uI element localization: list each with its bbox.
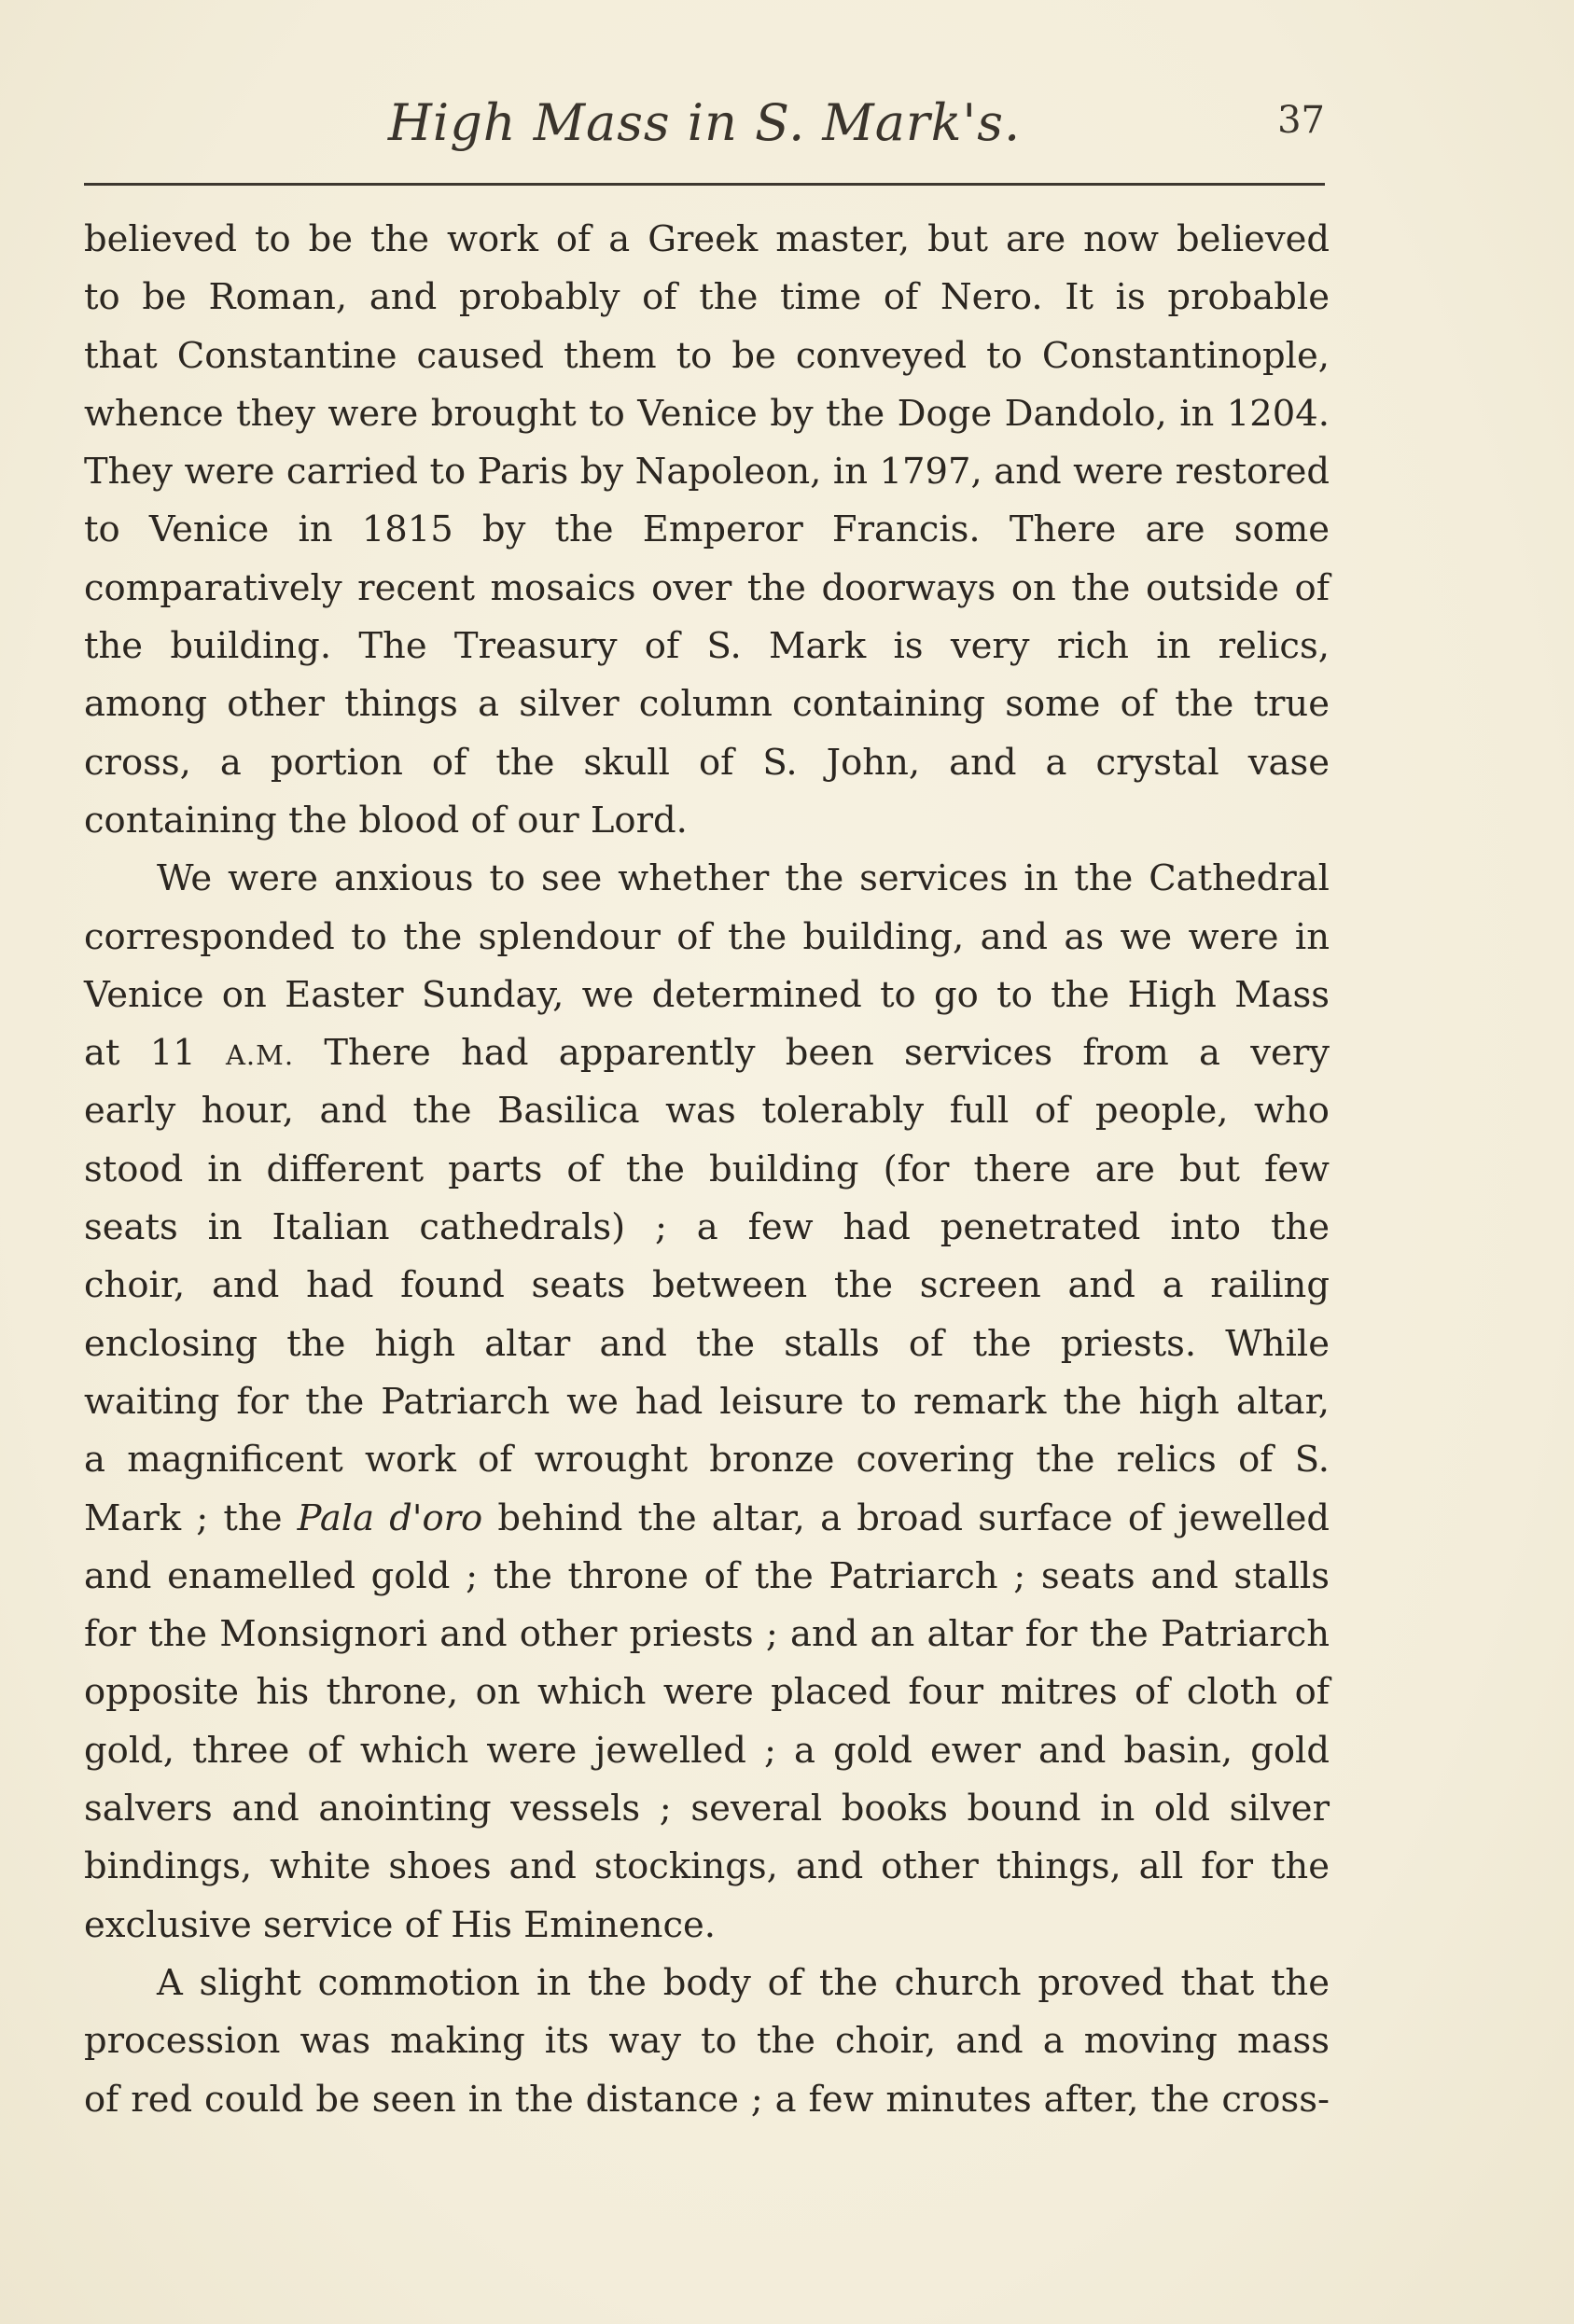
text-line: gold, three of which were jewelled ; a gold ewer and basin, gold [84, 1729, 1330, 1772]
text-line: and enamelled gold ; the throne of the Patriarch ; seats and stalls [84, 1554, 1330, 1597]
text-line: believed to be the work of a Greek master, but are now believed [84, 218, 1330, 260]
text-line: early hour, and the Basilica was tolerably full of people, who [84, 1090, 1330, 1133]
text-line: among other things a silver column containing some of the true [84, 683, 1330, 726]
text-line: procession was making its way to the choir, and a moving mass [84, 2020, 1330, 2063]
text-line: to be Roman, and probably of the time of Nero. It is probable [84, 276, 1330, 319]
paragraph-end-line: exclusive service of His Eminence. [84, 1903, 717, 1946]
paragraph-first-line: A slight commotion in the body of the church proved that the [157, 1961, 1330, 2004]
text-line: that Constantine caused them to be conveyed to Constantinople, [84, 334, 1330, 377]
text-line: cross, a portion of the skull of S. John, and a crystal vase [84, 741, 1330, 784]
text-line: for the Monsignori and other priests ; and an altar for the Patriarch [84, 1613, 1330, 1656]
text-line: Venice on Easter Sunday, we determined to go to the High Mass [84, 973, 1330, 1016]
text-line: the building. The Treasury of S. Mark is very rich in relics, [84, 625, 1330, 668]
text-line: They were carried to Paris by Napoleon, in 1797, and were restored [84, 451, 1330, 494]
text-line: choir, and had found seats between the screen and a railing [84, 1264, 1330, 1307]
text-fragment: at 11 [84, 1032, 196, 1075]
text-line: comparatively recent mosaics over the doorways on the outside of [84, 566, 1330, 609]
text-line: of red could be seen in the distance ; a few minutes after, the cross- [84, 2078, 1330, 2121]
text-line: to Venice in 1815 by the Emperor Francis. There are some [84, 508, 1330, 551]
text-line: opposite his throne, on which were placed four mitres of cloth of [84, 1671, 1330, 1714]
page-number: 37 [1277, 99, 1325, 142]
text-line-mixed [84, 1490, 1330, 1548]
paragraph-first-line: We were anxious to see whether the services in the Cathedral [157, 857, 1330, 900]
text-fragment: behind the altar, a broad surface of jewelled [497, 1496, 1330, 1539]
text-line: whence they were brought to Venice by the Doge Dandolo, in 1204. [84, 392, 1330, 435]
text-fragment: There had apparently been services from a very [324, 1032, 1330, 1075]
text-line: seats in Italian cathedrals) ; a few had penetrated into the [84, 1206, 1330, 1249]
paragraph-end-line: containing the blood of our Lord. [84, 799, 688, 842]
text-line: enclosing the high altar and the stalls of the priests. While [84, 1322, 1330, 1365]
page-header [84, 93, 1325, 168]
text-line: salvers and anointing vessels ; several books bound in old silver [84, 1788, 1330, 1830]
small-caps-time: A.M. [225, 1039, 295, 1072]
text-line: a magnificent work of wrought bronze covering the relics of S. [84, 1439, 1330, 1482]
header-rule [84, 183, 1325, 186]
text-line-mixed [84, 1024, 1330, 1082]
text-line: bindings, white shoes and stockings, and other things, all for the [84, 1845, 1330, 1888]
body-text [84, 211, 1330, 2129]
text-line: waiting for the Patriarch we had leisure to remark the high altar, [84, 1380, 1330, 1423]
running-title: High Mass in S. Mark's. [387, 93, 1022, 152]
text-line: corresponded to the splendour of the building, and as we were in [84, 915, 1330, 958]
text-fragment: Mark ; the [84, 1496, 283, 1539]
italic-term: Pala d'oro [297, 1496, 483, 1539]
text-line: stood in different parts of the building (for there are but few [84, 1148, 1330, 1190]
